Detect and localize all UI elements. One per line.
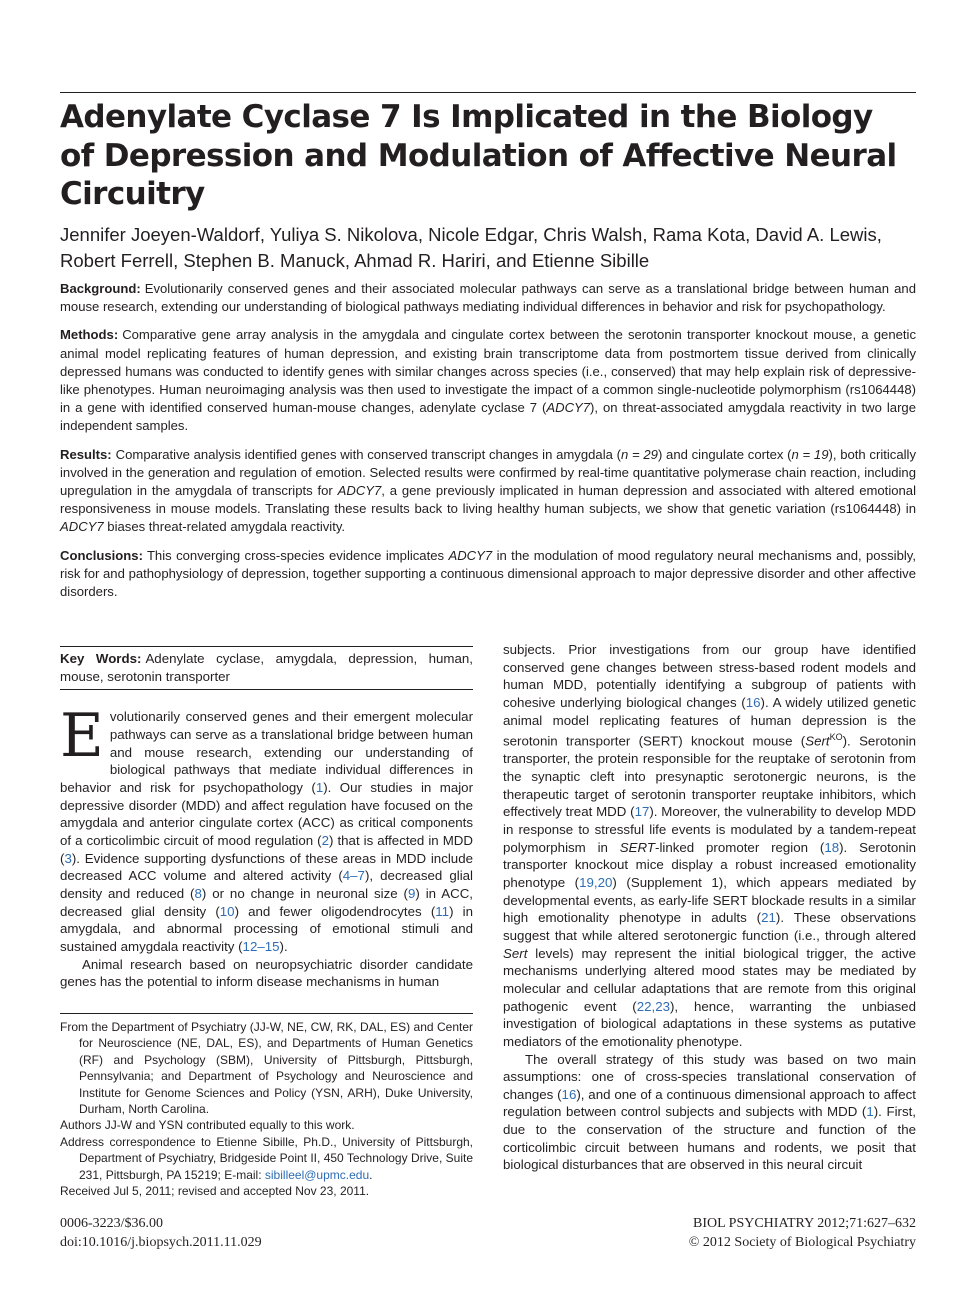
body-text: ). A widely utilized genetic animal model replicating features of human depression is the serotonin transporter (SERT) knockout mouse (	[503, 694, 916, 749]
background-label: Background:	[60, 281, 141, 296]
conclusions-text: This converging cross-species evidence implicates	[146, 547, 449, 563]
correspondence-text: Address correspondence to Etienne Sibille, Ph.D., University of Pittsburgh, Department of Psychiatry, Bridgeside Point II, 450 Technology Drive, Suite 231, Pittsburgh, PA 15219; E-mail:	[60, 1134, 473, 1182]
body-text: ). Evidence supporting dysfunctions of these areas in MDD include decreased ACC volume and altered activity (	[60, 850, 473, 884]
results-text: ), both critically involved in the generation and regulation of emotion. Selected results were confirmed by real-time quantitative polymerase chain reaction, including upregulation in the amygdala of transcripts for	[60, 446, 916, 499]
methods-gene: ADCY7	[546, 400, 591, 416]
citation-link[interactable]: 8	[194, 885, 202, 901]
footer-left	[60, 1214, 460, 1252]
superscript: KO	[829, 732, 843, 743]
intro-paragraph-2: Animal research based on neuropsychiatric disorder candidate genes has the potential to inform disease mechanisms in human	[60, 956, 473, 990]
citation-link[interactable]: 11	[435, 903, 450, 919]
footnote-received: Received Jul 5, 2011; revised and accepted Nov 23, 2011.	[60, 1184, 370, 1199]
results-text: Comparative analysis identified genes with conserved transcript changes in amygdala (	[115, 446, 621, 462]
body-text: ).	[279, 938, 288, 954]
citation-link[interactable]: 10	[219, 903, 235, 919]
gene-name: Sert	[805, 733, 830, 749]
citation-link[interactable]: 12–15	[242, 938, 280, 954]
email-link[interactable]: sibilleel@upmc.edu	[264, 1167, 370, 1182]
citation-link[interactable]: 9	[408, 885, 416, 901]
gene-name: SERT	[619, 839, 656, 855]
abstract-methods	[60, 326, 916, 435]
body-text: The overall strategy of this study was based on two main assumptions: one of cross-species translational conservation of changes (	[503, 1051, 916, 1102]
intro-paragraph-3	[503, 1051, 916, 1175]
results-n-amygdala: n = 29	[620, 446, 658, 462]
correspondence-end: .	[369, 1167, 373, 1182]
body-text: subjects. Prior investigations from our group have identified conserved gene changes between stress-based rodent models and human MDD, potentially identifying a subgroup of patients with cohesive underlying biological changes (	[503, 642, 916, 710]
intro-paragraph-continued	[503, 641, 916, 1051]
citation-link[interactable]: 22,23	[636, 998, 670, 1014]
body-text: ) and fewer oligodendrocytes (	[234, 903, 436, 919]
footnote-affiliations: From the Department of Psychiatry (JJ-W, NE, CW, RK, DAL, ES) and Center for Neuroscience (NE, DAL, ES), and Departments of Human Genetics (RF) and Psychology (SBM), University of Pittsburgh, Pittsburgh, Pennsylvania; and Department of Psychology and Neuroscience and Institute for Genome Sciences and Policy (YSN, ARH), Duke University, Durham, North Carolina.	[60, 1020, 473, 1117]
abstract-background	[60, 280, 916, 316]
doi: doi:10.1016/j.biopsych.2011.11.029	[60, 1235, 262, 1250]
abstract-conclusions	[60, 547, 916, 602]
footnotes	[60, 1013, 473, 1199]
background-text: Evolutionarily conserved genes and their associated molecular pathways can serve as a translational bridge between human and mouse research, extending our understanding of biological pathways mediating individual differences in behavior and risk for psychopathology.	[60, 281, 916, 315]
results-text: ) and cingulate cortex (	[657, 446, 792, 462]
article-title: Adenylate Cyclase 7 Is Implicated in the Biology of Depression and Modulation of Affective Neural Circuitry	[60, 99, 897, 212]
keywords-box	[60, 646, 473, 690]
body-text: volutionarily conserved genes and their emergent molecular pathways can serve as a translational bridge between human and mouse research, extending our understanding of biological pathways that mediate individual differences in behavior and risk for psychopathology (	[60, 709, 473, 796]
citation-link[interactable]: 17	[634, 804, 650, 820]
keywords-text: Adenylate cyclase, amygdala, depression, human, mouse, serotonin transporter	[60, 651, 473, 685]
footnote-rule	[60, 1013, 473, 1014]
body-text: ). Our studies in major depressive disorder (MDD) and affect regulation have focused on the amygdala and anterior cingulate cortex (ACC) as critical components of a corticolimbic circuit of mood regulation (	[60, 780, 473, 848]
copyright: © 2012 Society of Biological Psychiatry	[688, 1235, 916, 1250]
methods-label: Methods:	[60, 327, 119, 343]
drop-cap: E	[60, 701, 104, 772]
conclusions-gene: ADCY7	[448, 547, 493, 563]
body-text: -linked promoter region (	[655, 839, 825, 855]
body-text: ). Serotonin transporter, the protein responsible for the reuptake of serotonin from the synaptic cleft into presynaptic serotonergic neurons, is the therapeutic target of serotonin transporter reuptake inhibitors, which effectively treat MDD (	[503, 733, 916, 820]
keywords-label: Key Words:	[60, 651, 142, 666]
body-text: ). Serotonin transporter knockout mice display a robust increased emotionality phenotype (	[503, 839, 916, 890]
footnote-equal-contribution: Authors JJ-W and YSN contributed equally to this work.	[60, 1118, 355, 1133]
body-text: levels) may represent the initial biological trigger, the active mechanisms underlying altered mood states may be mediated by molecular and cellular adaptations that are remote from this original pathogenic event (	[503, 945, 916, 1014]
body-text: ) in amygdala, and abnormal processing of emotional stimuli and sustained amygdala reactivity (	[60, 903, 473, 954]
body-text: ) (Supplement 1), which appears mediated by developmental events, as early-life SERT blockade results in a similar high emotionality phenotype in adults (	[503, 874, 917, 926]
top-rule	[60, 92, 916, 93]
journal-citation: BIOL PSYCHIATRY 2012;71:627–632	[693, 1216, 916, 1231]
citation-link[interactable]: 1	[315, 780, 324, 796]
citation-link[interactable]: 3	[64, 850, 72, 866]
methods-text: Comparative gene array analysis in the amygdala and cingulate cortex between the serotonin transporter knockout mouse, a genetic animal model replicating features of human depression, and existing brain transcriptome data from postmortem tissue derived from clinically depressed humans was conducted to identify genes with similar changes across species (i.e., conserved) that may help explain risk of depressive-like phenotypes. Human neuroimaging analysis was then used to investigate the impact of a common single-nucleotide polymorphism (rs1064448) in a gene with identified conserved human-mouse changes, adenylate cyclase 7 (	[60, 327, 916, 416]
results-gene: ADCY7	[337, 483, 382, 499]
body-text: ). These observations suggest that while altered serotonergic function (i.e., through altered	[503, 910, 916, 943]
intro-body	[60, 701, 474, 991]
citation-link[interactable]: 1	[866, 1104, 874, 1120]
methods-text: ), on threat-associated amygdala reactivity in two large independent samples.	[60, 400, 916, 434]
body-text: ) or no change in neuronal size (	[201, 885, 408, 901]
results-n-cingulate: n = 19	[791, 446, 829, 462]
body-text: ), decreased glial density and reduced (	[60, 868, 474, 901]
gene-name: Sert	[503, 945, 528, 961]
intro-paragraph-1	[60, 701, 474, 955]
results-text: biases threat-related amygdala reactivity.	[103, 519, 346, 535]
footer-right	[516, 1214, 916, 1252]
left-column	[60, 646, 473, 991]
results-gene: ADCY7	[60, 519, 104, 535]
citation-link[interactable]: 2	[321, 833, 330, 848]
results-text: , a gene previously implicated in human depression and associated with altered emotional responsiveness in mouse models. Translating these results back to living healthy human subjects, we show that genetic variation (rs1064448) in	[60, 483, 916, 517]
abstract	[60, 280, 916, 611]
conclusions-text: in the modulation of mood regulatory neural mechanisms and, possibly, risk for and pathophysiology of depression, together supporting a continuous dimensional approach to major depressive disorder and other affective disorders.	[60, 547, 916, 600]
issn-price: 0006-3223/$36.00	[60, 1216, 164, 1231]
right-column	[503, 641, 916, 1174]
body-text: ), hence, warranting the unbiased investigation of biological adaptations in these systems as putative mediators of the emotionality phenotype.	[503, 998, 916, 1049]
citation-link[interactable]: 19,20	[579, 874, 613, 890]
citation-link[interactable]: 21	[761, 910, 776, 926]
citation-link[interactable]: 16	[561, 1086, 577, 1102]
body-text: ) that is affected in MDD (	[60, 833, 473, 866]
body-text: ). Moreover, the vulnerability to develop MDD in response to stressful life events is modulated by a tandem-repeat polymorphism in	[503, 804, 917, 855]
citation-link[interactable]: 16	[745, 694, 761, 710]
author-list: Jennifer Joeyen-Waldorf, Yuliya S. Nikolova, Nicole Edgar, Chris Walsh, Rama Kota, David A. Lewis, Robert Ferrell, Stephen B. Manuck, Ahmad R. Hariri, and Etienne Sibille	[60, 224, 882, 271]
footnote-correspondence	[60, 1134, 473, 1183]
citation-link[interactable]: 4–7	[342, 868, 365, 884]
abstract-results	[60, 446, 916, 537]
citation-link[interactable]: 18	[824, 839, 840, 855]
body-text: ) in ACC, decreased glial density (	[60, 885, 474, 919]
results-label: Results:	[60, 446, 112, 462]
conclusions-label: Conclusions:	[60, 547, 143, 563]
body-text: ). First, due to the conservation of the structure and function of the corticolimbic circuit between humans and rodents, we posit that biological disturbances that are observed in this neural circuit	[503, 1104, 916, 1173]
body-text: ), and one of a continuous dimensional approach to affect regulation between control subjects and subjects with MDD (	[503, 1086, 916, 1120]
